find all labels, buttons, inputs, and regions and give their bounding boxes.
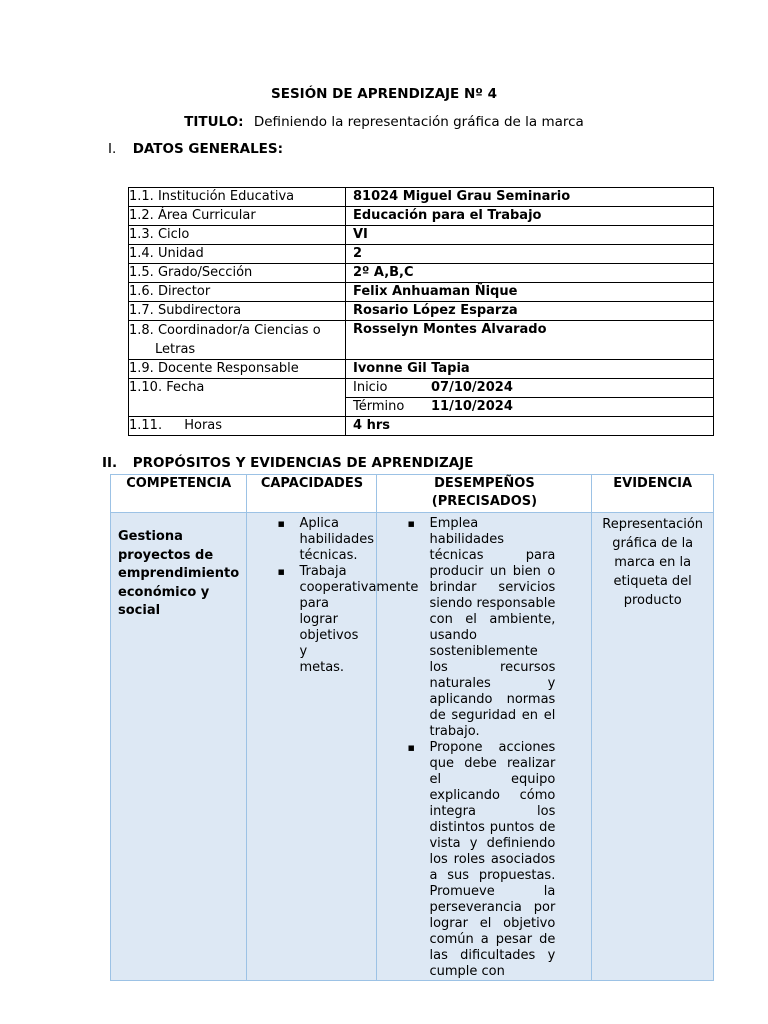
row-value: 4 hrs bbox=[346, 417, 714, 436]
row-label: 1.4. Unidad bbox=[129, 245, 346, 264]
section-general-heading bbox=[108, 141, 283, 157]
row-value: Rosario López Esparza bbox=[346, 302, 714, 321]
row-label: 1.5. Grado/Sección bbox=[129, 264, 346, 283]
general-data-table bbox=[128, 187, 714, 436]
section-label: DATOS GENERALES: bbox=[132, 141, 284, 157]
capacidades-cell bbox=[247, 513, 419, 981]
row-label: 1.2. Área Curricular bbox=[129, 207, 346, 226]
table-row bbox=[129, 302, 714, 321]
table-row bbox=[129, 417, 714, 436]
section-number: II. bbox=[102, 455, 118, 471]
competencia-text: Gestiona proyectos de emprendimiento económico y social bbox=[118, 529, 240, 618]
row-value: Rosselyn Montes Alvarado bbox=[346, 321, 714, 360]
row-label bbox=[129, 417, 346, 436]
fecha-termino bbox=[346, 398, 714, 417]
row-label: 1.3. Ciclo bbox=[129, 226, 346, 245]
header-line: DESEMPEÑOS bbox=[434, 476, 535, 491]
table-row bbox=[129, 321, 714, 360]
table-row bbox=[129, 245, 714, 264]
header-evidencia: EVIDENCIA bbox=[592, 475, 714, 513]
fecha-label: 1.10. Fecha bbox=[129, 379, 346, 398]
row-label: 1.9. Docente Responsable bbox=[129, 360, 346, 379]
row-value: Felix Anhuaman Ñique bbox=[346, 283, 714, 302]
table-row bbox=[129, 207, 714, 226]
header-capacidades: CAPACIDADES bbox=[247, 475, 377, 513]
fecha-label-empty bbox=[129, 398, 346, 417]
row-label-line: 1.8. Coordinador/a Ciencias o bbox=[129, 323, 321, 338]
session-title bbox=[0, 114, 768, 130]
horas-text: Horas bbox=[184, 418, 223, 433]
title-label: TITULO: bbox=[184, 114, 244, 130]
section-number: I. bbox=[108, 141, 117, 157]
row-label bbox=[129, 321, 346, 360]
termino-value: 11/10/2024 bbox=[431, 399, 513, 414]
table-header-row bbox=[111, 475, 714, 513]
row-value: 81024 Miguel Grau Seminario bbox=[346, 188, 714, 207]
table-row bbox=[129, 379, 714, 398]
table-row bbox=[129, 188, 714, 207]
row-label: 1.6. Director bbox=[129, 283, 346, 302]
desempenos-cell bbox=[377, 513, 592, 981]
fecha-inicio bbox=[346, 379, 714, 398]
list-item: ▪ Emplea habilidades técnicas para producir un bien o brindar servicios siendo responsable con el ambiente, usando sosteniblemente los recursos naturales y aplicando normas de seguridad en el trabajo. bbox=[377, 516, 591, 740]
row-value: 2º A,B,C bbox=[346, 264, 714, 283]
table-row bbox=[129, 398, 714, 417]
section-label: PROPÓSITOS Y EVIDENCIAS DE APRENDIZAJE bbox=[132, 455, 474, 471]
header-line: (PRECISADOS) bbox=[431, 494, 538, 509]
table-row bbox=[111, 513, 714, 981]
competencia-cell bbox=[111, 513, 247, 981]
table-row bbox=[129, 226, 714, 245]
table-row bbox=[129, 264, 714, 283]
title-value: Definiendo la representación gráfica de la marca bbox=[253, 114, 584, 130]
row-value: VI bbox=[346, 226, 714, 245]
section-purposes-heading bbox=[102, 455, 474, 471]
list-item: ▪ Aplica habilidades técnicas. bbox=[247, 516, 351, 564]
session-heading: SESIÓN DE APRENDIZAJE Nº 4 bbox=[271, 86, 497, 102]
purposes-table bbox=[110, 474, 714, 981]
termino-label: Término bbox=[353, 399, 405, 414]
header-competencia: COMPETENCIA bbox=[111, 475, 247, 513]
row-label: 1.1. Institución Educativa bbox=[129, 188, 346, 207]
inicio-label: Inicio bbox=[353, 380, 388, 395]
row-label-line: Letras bbox=[155, 342, 196, 357]
horas-number: 1.11. bbox=[129, 418, 163, 433]
list-item: ▪ Propone acciones que debe realizar el equipo explicando cómo integra los distintos puntos de vista y definiendo los roles asociados a sus propuestas. Promueve la perseverancia por lograr el objetivo común a pesar de las dificultades y cumple con bbox=[377, 740, 591, 980]
evidencia-text: Representación gráfica de la marca en la etiqueta del producto bbox=[602, 517, 704, 608]
row-label: 1.7. Subdirectora bbox=[129, 302, 346, 321]
evidencia-cell bbox=[592, 513, 714, 981]
row-value: Educación para el Trabajo bbox=[346, 207, 714, 226]
inicio-value: 07/10/2024 bbox=[431, 380, 513, 395]
list-item: ▪ Trabaja cooperativamente para lograr objetivos y metas. bbox=[247, 564, 351, 676]
row-value: Ivonne Gil Tapia bbox=[346, 360, 714, 379]
table-row bbox=[129, 360, 714, 379]
row-value: 2 bbox=[346, 245, 714, 264]
header-desempenos bbox=[377, 475, 592, 513]
table-row bbox=[129, 283, 714, 302]
